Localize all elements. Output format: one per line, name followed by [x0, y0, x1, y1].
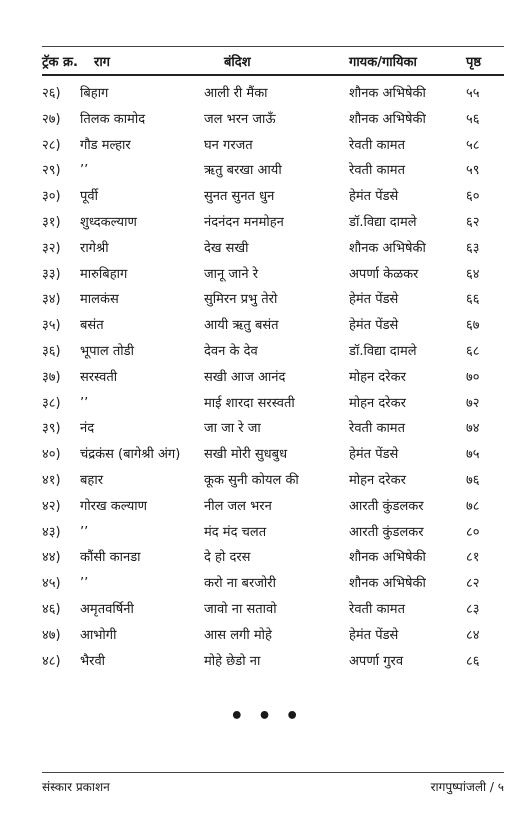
bandish-title: आस लगी मोहे [204, 627, 272, 643]
singer-name: हेमंत पेंडसे [349, 627, 399, 643]
header-raag: राग [94, 55, 111, 70]
raag-name: ’’ [80, 395, 89, 411]
page-number: ७० [466, 369, 480, 385]
top-rule [42, 46, 504, 47]
track-number: २७) [42, 111, 61, 127]
table-row [42, 471, 504, 497]
table-row [42, 548, 504, 574]
book-page-number: रागपुष्पांजली / ५ [430, 780, 504, 794]
raag-name: सरस्वती [80, 369, 118, 385]
bandish-title: मंद मंद चलत [204, 524, 267, 540]
singer-name: रेवती कामत [349, 137, 405, 153]
raag-name: बिहाग [80, 86, 109, 101]
table-row [42, 419, 504, 445]
bandish-title: ऋतु बरखा आयी [204, 163, 282, 179]
page-number: ७४ [466, 421, 480, 437]
track-number: २९) [42, 163, 61, 179]
singer-name: हेमंत पेंडसे [349, 318, 399, 334]
ellipsis-separator: • • • [229, 704, 303, 729]
raag-name: चंद्रकंस (बागेश्री अंग) [80, 447, 181, 463]
singer-name: डॉ.विद्या दामले [349, 214, 417, 230]
track-number: ३६) [42, 343, 61, 359]
singer-name: शौनक अभिषेकी [349, 86, 426, 101]
bandish-title: सखी मोरी सुधबुध [204, 447, 288, 463]
page-number: ७८ [466, 498, 480, 514]
bandish-title: सुमिरन प्रभु तेरो [204, 292, 278, 308]
singer-name: अपर्णा केळकर [349, 266, 419, 282]
raag-name: शुध्दकल्याण [80, 214, 137, 230]
header-singer: गायक/गायिका [349, 55, 417, 70]
bandish-title: जल भरन जाऊँ [204, 111, 276, 127]
singer-name: हेमंत पेंडसे [349, 189, 399, 205]
raag-name: अमृतवर्षिनी [80, 601, 134, 617]
page-number: ६८ [466, 343, 480, 359]
header-rule [42, 74, 504, 76]
raag-name: रागेश्री [80, 240, 109, 256]
page-number: ५५ [466, 86, 480, 101]
page-number: ७२ [466, 395, 480, 411]
singer-name: शौनक अभिषेकी [349, 550, 426, 566]
singer-name: मोहन दरेकर [349, 395, 406, 411]
raag-name: नंद [80, 421, 95, 437]
singer-name: आरती कुंडलकर [349, 498, 424, 514]
track-number: ४०) [42, 447, 61, 463]
singer-name: शौनक अभिषेकी [349, 111, 426, 127]
table-row [42, 136, 504, 162]
table-row [42, 239, 504, 265]
page-number: ५९ [466, 163, 480, 179]
singer-name: रेवती कामत [349, 601, 405, 617]
bandish-title: देवन के देव [204, 343, 258, 359]
singer-name: हेमंत पेंडसे [349, 447, 399, 463]
raag-name: गोरख कल्याण [80, 498, 148, 514]
track-number: ४८) [42, 653, 61, 669]
table-row [42, 84, 504, 110]
track-number: २८) [42, 137, 61, 153]
page-number: ७५ [466, 447, 480, 463]
bandish-title: जा जा रे जा [204, 421, 261, 437]
singer-name: शौनक अभिषेकी [349, 240, 426, 256]
header-track: ट्रॅक क्र. [42, 55, 78, 70]
track-number: ४५) [42, 576, 61, 592]
track-number: ३८) [42, 395, 61, 411]
singer-name: मोहन दरेकर [349, 472, 406, 488]
table-row [42, 626, 504, 652]
table-row [42, 342, 504, 368]
table-row [42, 110, 504, 136]
track-number: ३७) [42, 369, 61, 385]
track-number: ३१) [42, 214, 61, 230]
track-number: ३५) [42, 318, 61, 334]
track-number: ३४) [42, 292, 61, 308]
table-row [42, 445, 504, 471]
singer-name: रेवती कामत [349, 421, 405, 437]
track-number: ४३) [42, 524, 61, 540]
bandish-title: करो ना बरजोरी [204, 576, 276, 592]
raag-name: गौड मल्हार [80, 137, 131, 153]
track-number: ४७) [42, 627, 61, 643]
page-number: ७६ [466, 472, 480, 488]
raag-name: बसंत [80, 318, 104, 334]
raag-name: पूर्वी [80, 189, 98, 205]
bandish-title: मोहे छेडो ना [204, 653, 261, 669]
bandish-title: घन गरजत [204, 137, 253, 153]
table-row [42, 213, 504, 239]
raag-name: मारुबिहाग [80, 266, 128, 282]
bandish-title: जावो ना सतावो [204, 601, 277, 617]
page-number: ६३ [466, 240, 480, 256]
page-number: ८२ [466, 576, 480, 592]
bandish-title: कूक सुनी कोयल की [204, 472, 299, 488]
singer-name: आरती कुंडलकर [349, 524, 424, 540]
track-list [42, 84, 504, 677]
page-number: ६७ [466, 318, 480, 334]
table-row [42, 368, 504, 394]
track-number: ३०) [42, 189, 61, 205]
table-row [42, 652, 504, 678]
page-number: ८३ [466, 601, 480, 617]
bandish-title: नंदनंदन मनमोहन [204, 214, 284, 230]
bandish-title: दे हो दरस [204, 550, 251, 566]
publisher-name: संस्कार प्रकाशन [42, 780, 110, 794]
table-row [42, 161, 504, 187]
track-number: ३३) [42, 266, 61, 282]
footer-rule [42, 772, 504, 773]
table-header [42, 52, 504, 74]
header-page: पृष्ठ [466, 55, 482, 70]
page-footer [42, 778, 504, 798]
table-row [42, 265, 504, 291]
track-number: ३९) [42, 421, 61, 437]
raag-name: आभोगी [80, 627, 117, 643]
track-number: ४६) [42, 601, 61, 617]
page-number: ६२ [466, 214, 480, 230]
table-row [42, 600, 504, 626]
raag-name: ’’ [80, 524, 89, 540]
raag-name: भूपाल तोडी [80, 343, 134, 359]
page-number: ८४ [466, 627, 480, 643]
raag-name: ’’ [80, 576, 89, 592]
track-number: ३२) [42, 240, 61, 256]
raag-name: ’’ [80, 163, 89, 179]
track-number: ४२) [42, 498, 61, 514]
raag-name: भैरवी [80, 653, 106, 669]
page-number: ५६ [466, 111, 480, 127]
page-number: ८१ [466, 550, 480, 566]
table-row [42, 523, 504, 549]
singer-name: हेमंत पेंडसे [349, 292, 399, 308]
page-number: ६६ [466, 292, 480, 308]
raag-name: तिलक कामोद [80, 111, 146, 127]
singer-name: रेवती कामत [349, 163, 405, 179]
page-number: ८६ [466, 653, 480, 669]
table-row [42, 497, 504, 523]
bandish-title: देख सखी [204, 240, 249, 256]
bandish-title: जानू जाने रे [204, 266, 259, 282]
bandish-title: आली री मैंका [204, 86, 268, 101]
table-row [42, 574, 504, 600]
bandish-title: आयी ऋतु बसंत [204, 318, 279, 334]
singer-name: शौनक अभिषेकी [349, 576, 426, 592]
table-row [42, 316, 504, 342]
bandish-title: सखी आज आनंद [204, 369, 286, 385]
track-number: २६) [42, 86, 61, 101]
table-row [42, 290, 504, 316]
singer-name: डॉ.विद्या दामले [349, 343, 417, 359]
raag-name: बहार [80, 472, 104, 488]
raag-name: मालकंस [80, 292, 119, 308]
page-number: ५८ [466, 137, 480, 153]
page-number: ६४ [466, 266, 480, 282]
bandish-title: सुनत सुनत धुन [204, 189, 275, 205]
table-row [42, 394, 504, 420]
page-number: ६० [466, 189, 480, 205]
raag-name: कौंसी कानडा [80, 550, 141, 566]
header-bandish: बंदिश [224, 55, 251, 70]
track-number: ४१) [42, 472, 61, 488]
singer-name: अपर्णा गुरव [349, 653, 404, 669]
singer-name: मोहन दरेकर [349, 369, 406, 385]
bandish-title: माई शारदा सरस्वती [204, 395, 295, 411]
page-number: ८० [466, 524, 480, 540]
table-row [42, 187, 504, 213]
track-number: ४४) [42, 550, 61, 566]
bandish-title: नील जल भरन [204, 498, 272, 514]
